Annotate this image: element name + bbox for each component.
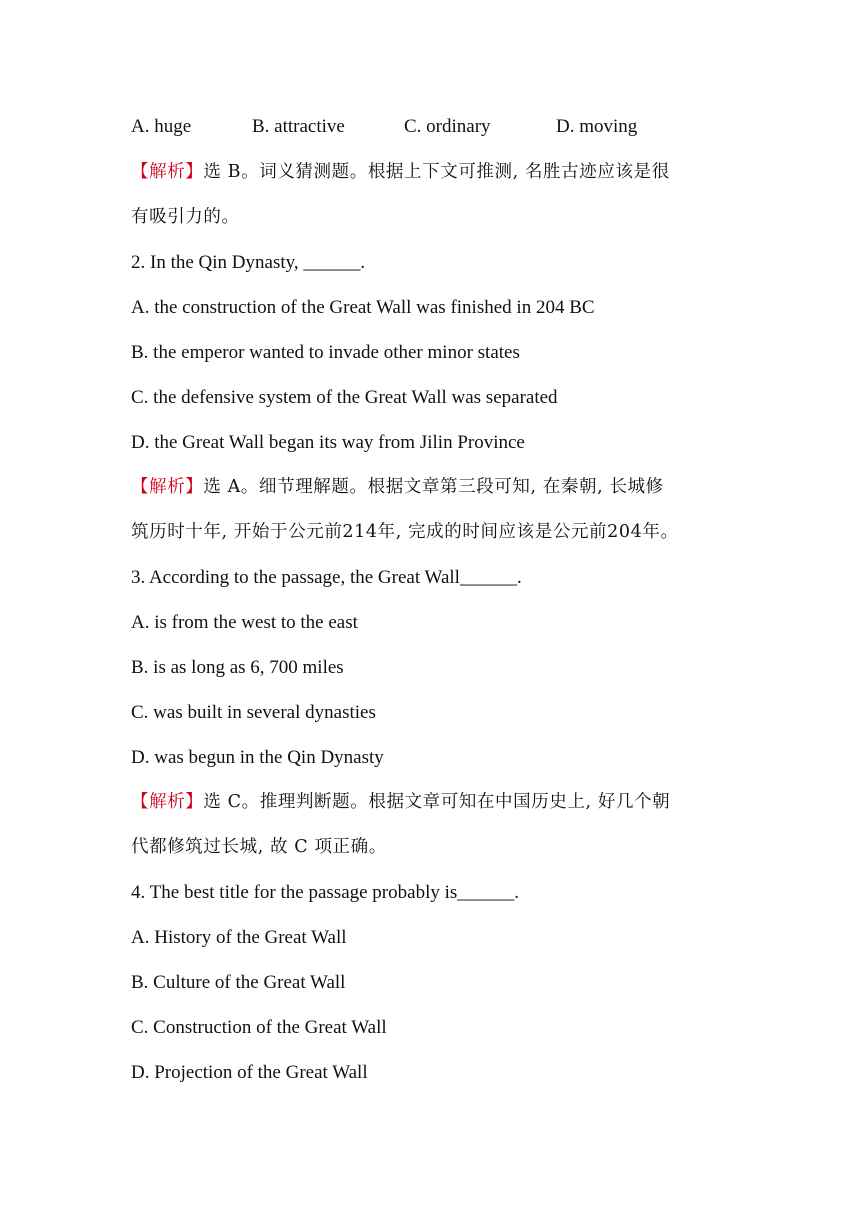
analysis-tag: 【解析】 bbox=[131, 792, 204, 812]
q4-stem: 4. The best title for the passage probably is______. bbox=[131, 882, 520, 903]
q4-option-b: B. Culture of the Great Wall bbox=[131, 972, 346, 993]
q2-option-b: B. the emperor wanted to invade other minor states bbox=[131, 342, 520, 363]
q3-analysis-line2: 代都修筑过长城, 故 C 项正确。 bbox=[131, 837, 387, 857]
q1-option-c: C. ordinary bbox=[404, 116, 491, 137]
q1-options-row bbox=[131, 114, 637, 140]
q3-option-a: A. is from the west to the east bbox=[131, 612, 358, 633]
q1-option-d: D. moving bbox=[556, 116, 638, 137]
q3-option-c: C. was built in several dynasties bbox=[131, 702, 376, 723]
q2-analysis-line1 bbox=[131, 474, 664, 500]
q1-option-b: B. attractive bbox=[252, 116, 345, 137]
q2-option-c: C. the defensive system of the Great Wall was separated bbox=[131, 387, 558, 408]
q3-analysis-text1: 选 C。推理判断题。根据文章可知在中国历史上, 好几个朝 bbox=[203, 792, 671, 812]
q3-analysis-line1 bbox=[131, 789, 670, 815]
q4-option-d: D. Projection of the Great Wall bbox=[131, 1062, 368, 1083]
q2-option-d: D. the Great Wall began its way from Jilin Province bbox=[131, 432, 525, 453]
q1-analysis-line1 bbox=[131, 159, 670, 185]
q1-option-a: A. huge bbox=[131, 116, 192, 137]
q3-stem: 3. According to the passage, the Great Wall______. bbox=[131, 567, 522, 588]
q4-option-a: A. History of the Great Wall bbox=[131, 927, 347, 948]
q2-option-a: A. the construction of the Great Wall was finished in 204 BC bbox=[131, 297, 595, 318]
q1-analysis-text1: 选 B。词义猜测题。根据上下文可推测, 名胜古迹应该是很 bbox=[203, 162, 670, 182]
q2-analysis-line2: 筑历时十年, 开始于公元前214年, 完成的时间应该是公元前204年。 bbox=[131, 522, 679, 542]
q3-option-d: D. was begun in the Qin Dynasty bbox=[131, 747, 384, 768]
analysis-tag: 【解析】 bbox=[131, 162, 204, 182]
q1-analysis-line2: 有吸引力的。 bbox=[131, 207, 240, 227]
q3-option-b: B. is as long as 6, 700 miles bbox=[131, 657, 344, 678]
q2-analysis-text1: 选 A。细节理解题。根据文章第三段可知, 在秦朝, 长城修 bbox=[203, 477, 664, 497]
q2-stem: 2. In the Qin Dynasty, ______. bbox=[131, 252, 366, 273]
q4-option-c: C. Construction of the Great Wall bbox=[131, 1017, 387, 1038]
analysis-tag: 【解析】 bbox=[131, 477, 204, 497]
